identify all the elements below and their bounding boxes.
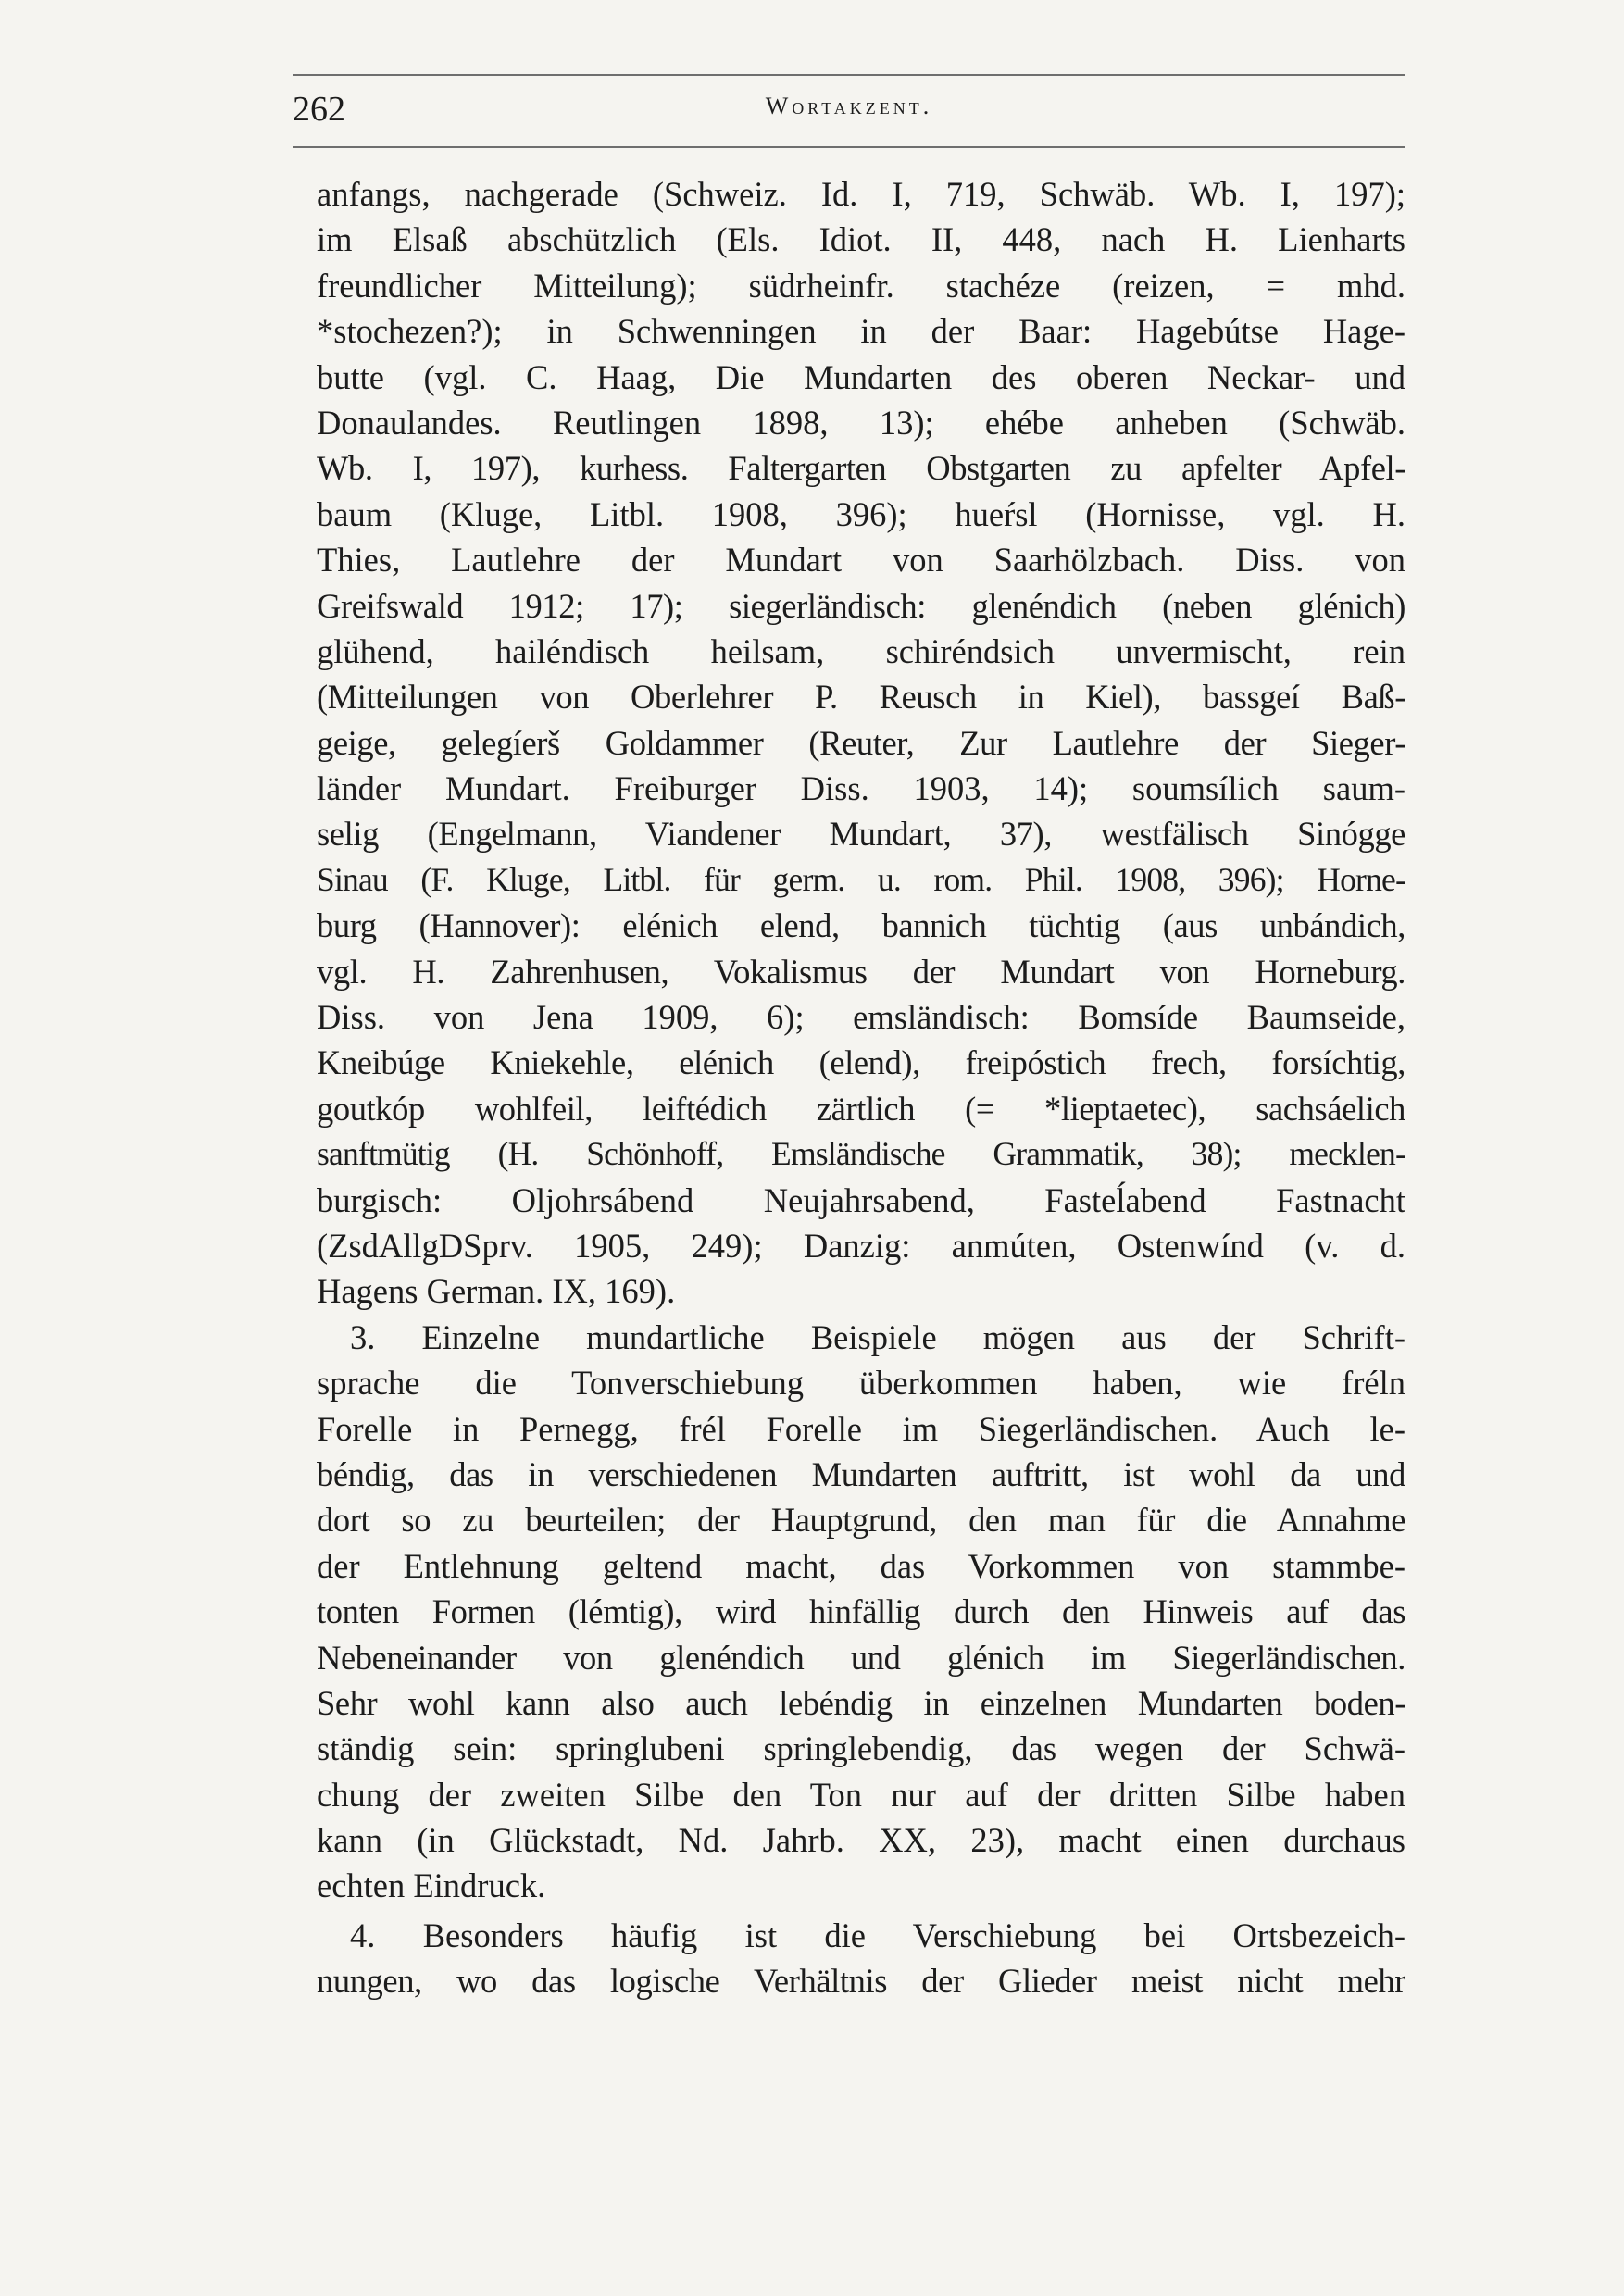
text-line: Sinau (F. Kluge, Litbl. für germ. u. rom. Phil. 1908, 396); Horne- xyxy=(317,860,1405,898)
text-line: béndig, das in verschiedenen Mundarten auftritt, ist wohl da und xyxy=(317,1454,1405,1493)
text-line: tonten Formen (lémtig), wird hinfällig durch den Hinweis auf das xyxy=(317,1592,1405,1631)
text-line: dort so zu beurteilen; der Hauptgrund, den man für die Annahme xyxy=(317,1501,1405,1540)
text-line: burg (Hannover): elénich elend, bannich tüchtig (aus unbándich, xyxy=(317,906,1405,945)
text-line: chung der zweiten Silbe den Ton nur auf der dritten Silbe haben xyxy=(317,1775,1405,1814)
text-line: Wb. I, 197), kurhess. Faltergarten Obstgarten zu apfelter Apfel- xyxy=(317,449,1405,488)
text-line: sprache die Tonverschiebung überkommen haben, wie fréln xyxy=(317,1364,1405,1403)
text-line: Hagens German. IX, 169). xyxy=(317,1272,676,1311)
text-line: länder Mundart. Freiburger Diss. 1903, 14); soumsílich saum- xyxy=(317,769,1405,808)
text-line: glühend, hailéndisch heilsam, schiréndsich unvermischt, rein xyxy=(317,631,1405,670)
header-rule xyxy=(293,146,1405,148)
text-line: geige, gelegíerš Goldammer (Reuter, Zur Lautlehre der Sieger- xyxy=(317,723,1405,762)
text-line: der Entlehnung geltend macht, das Vorkommen von stammbe- xyxy=(317,1546,1405,1585)
top-rule xyxy=(293,74,1405,76)
text-line: butte (vgl. C. Haag, Die Mundarten des oberen Neckar- und xyxy=(317,357,1405,396)
text-line: Nebeneinander von glenéndich und glénich im Siegerländischen. xyxy=(317,1638,1405,1677)
text-line: anfangs, nachgerade (Schweiz. Id. I, 719, Schwäb. Wb. I, 197); xyxy=(317,175,1405,213)
running-title: Wortakzent. xyxy=(765,93,933,119)
text-line: burgisch: Oljohrsábend Neujahrsabend, Fasteĺabend Fastnacht xyxy=(317,1180,1405,1219)
text-line: 3. Einzelne mundartliche Beispiele mögen aus der Schrift- xyxy=(350,1317,1405,1356)
text-line: Thies, Lautlehre der Mundart von Saarhölzbach. Diss. von xyxy=(317,541,1405,580)
text-line: ständig sein: springlubeni springlebendig, das wegen der Schwä- xyxy=(317,1729,1405,1768)
text-line: Kneibúge Kniekehle, elénich (elend), freipóstich frech, forsíchtig, xyxy=(317,1043,1405,1082)
text-line: sanftmütig (H. Schönhoff, Emsländische Grammatik, 38); mecklen- xyxy=(317,1135,1405,1173)
text-line: *stochezen?); in Schwenningen in der Baar: Hagebútse Hage- xyxy=(317,312,1405,351)
text-line: (ZsdAllgDSprv. 1905, 249); Danzig: anmúten, Ostenwínd (v. d. xyxy=(317,1226,1405,1265)
text-line: vgl. H. Zahrenhusen, Vokalismus der Mundart von Horneburg. xyxy=(317,952,1405,991)
text-line: nungen, wo das logische Verhältnis der Glieder meist nicht mehr xyxy=(317,1962,1405,2001)
page-number: 262 xyxy=(293,90,345,129)
text-line: echten Eindruck. xyxy=(317,1866,546,1905)
text-line: (Mitteilungen von Oberlehrer P. Reusch in Kiel), bassgeí Baß- xyxy=(317,678,1405,717)
text-line: Diss. von Jena 1909, 6); emsländisch: Bomsíde Baumseide, xyxy=(317,998,1405,1037)
text-line: Greifswald 1912; 17); siegerländisch: glenéndich (neben glénich) xyxy=(317,586,1405,625)
text-line: selig (Engelmann, Viandener Mundart, 37), westfälisch Sinógge xyxy=(317,815,1405,854)
page-header xyxy=(293,89,1405,135)
text-line: baum (Kluge, Litbl. 1908, 396); hueŕsl (Hornisse, vgl. H. xyxy=(317,494,1405,533)
text-line: freundlicher Mitteilung); südrheinfr. stachéze (reizen, = mhd. xyxy=(317,266,1405,305)
text-line: kann (in Glückstadt, Nd. Jahrb. XX, 23), macht einen durchaus xyxy=(317,1821,1405,1860)
text-line: 4. Besonders häufig ist die Verschiebung bei Ortsbezeich- xyxy=(350,1915,1405,1954)
text-line: im Elsaß abschützlich (Els. Idiot. II, 448, nach H. Lienharts xyxy=(317,220,1405,259)
text-line: Donaulandes. Reutlingen 1898, 13); ehébe anheben (Schwäb. xyxy=(317,403,1405,442)
text-line: Sehr wohl kann also auch lebéndig in einzelnen Mundarten boden- xyxy=(317,1683,1405,1722)
text-line: goutkóp wohlfeil, leiftédich zärtlich (= *lieptaetec), sachsáelich xyxy=(317,1089,1405,1128)
body-text xyxy=(317,171,1405,2004)
text-line: Forelle in Pernegg, frél Forelle im Siegerländischen. Auch le- xyxy=(317,1409,1405,1448)
